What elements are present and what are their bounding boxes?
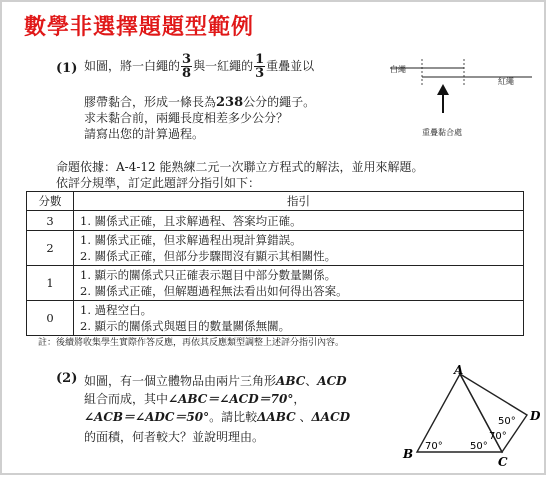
row-score: 3 xyxy=(27,211,74,231)
angle-b: 70° xyxy=(425,441,443,452)
q1-fraction-red: $\frac{1}{3}$ xyxy=(255,52,265,81)
basis-line2: 依評分規準，訂定此題評分指引如下： xyxy=(56,176,261,190)
vertex-c: C xyxy=(498,455,508,469)
arrow-head-icon xyxy=(437,84,449,95)
page-title: 數學非選擇題題型範例 xyxy=(24,15,255,40)
row-guide: 1. 關係式正確，但求解過程出現計算錯誤。 2. 關係式正確，但部分步驟間沒有顯示其相關性。 xyxy=(74,231,524,266)
q1-line1: 如圖，將一白繩的 $\frac{3}{8}$ 與一紅繩的 $\frac{1}{3}$ 重疊並以 xyxy=(84,52,315,81)
vertex-b: B xyxy=(403,447,414,461)
q1-line4: 請寫出您的計算過程。 xyxy=(84,127,205,141)
header-guide: 指引 xyxy=(74,192,524,211)
row-score: 2 xyxy=(27,231,74,266)
rubric-note: 註：後續將收集學生實際作答反應，再依其反應類型調整上述評分指引內容。 xyxy=(38,338,345,348)
q1-line2: 膠帶黏合，形成一條長為238公分的繩子。 xyxy=(84,95,316,110)
row-score: 1 xyxy=(27,266,74,301)
q1-number: (1) xyxy=(56,61,78,76)
q1-line3: 求未黏合前，兩繩長度相差多少公分？ xyxy=(84,111,289,125)
angle-c1: 50° xyxy=(470,441,488,452)
table-row xyxy=(27,211,524,231)
q2-number: (2) xyxy=(56,371,78,386)
row-score: 0 xyxy=(27,301,74,336)
white-rope-label: 白繩 xyxy=(390,65,406,74)
red-rope-label: 紅繩 xyxy=(498,77,514,86)
table-row xyxy=(27,301,524,336)
row-guide: 1. 關係式正確，且求解過程、答案均正確。 xyxy=(74,211,524,231)
vertex-a: A xyxy=(454,363,464,377)
rubric-table xyxy=(26,191,524,336)
table-row xyxy=(27,266,524,301)
q2-line4: 的面積，何者較大？並說明理由。 xyxy=(84,430,265,444)
q2-line3: ∠ACB＝∠ADC＝50°。請比較ΔABC 、ΔACD xyxy=(84,410,351,424)
q2-line2: 組合而成，其中∠ABC＝∠ACD＝70°， xyxy=(84,392,306,406)
basis-line1: 命題依據：A-4-12 能熟練二元一次聯立方程式的解法，並用來解題。 xyxy=(56,160,424,174)
row-guide: 1. 過程空白。 2. 顯示的關係式與題目的數量關係無關。 xyxy=(74,301,524,336)
q1-fraction-white: $\frac{3}{8}$ xyxy=(182,52,192,81)
rubric-header-row xyxy=(27,192,524,211)
triangle-figure xyxy=(397,362,547,472)
angle-c2: 70° xyxy=(489,431,507,442)
rope-diagram xyxy=(382,57,542,137)
row-guide: 1. 顯示的關係式只正確表示題目中部分數量關係。 2. 關係式正確，但解題過程無法看出如何得出答案。 xyxy=(74,266,524,301)
vertex-d: D xyxy=(530,409,541,423)
q2-line1: 如圖，有一個立體物品由兩片三角形ABC、ACD xyxy=(84,374,347,388)
header-score: 分數 xyxy=(27,192,74,211)
overlap-label: 重疊黏合處 xyxy=(422,128,462,137)
angle-d: 50° xyxy=(498,416,516,427)
table-row xyxy=(27,231,524,266)
